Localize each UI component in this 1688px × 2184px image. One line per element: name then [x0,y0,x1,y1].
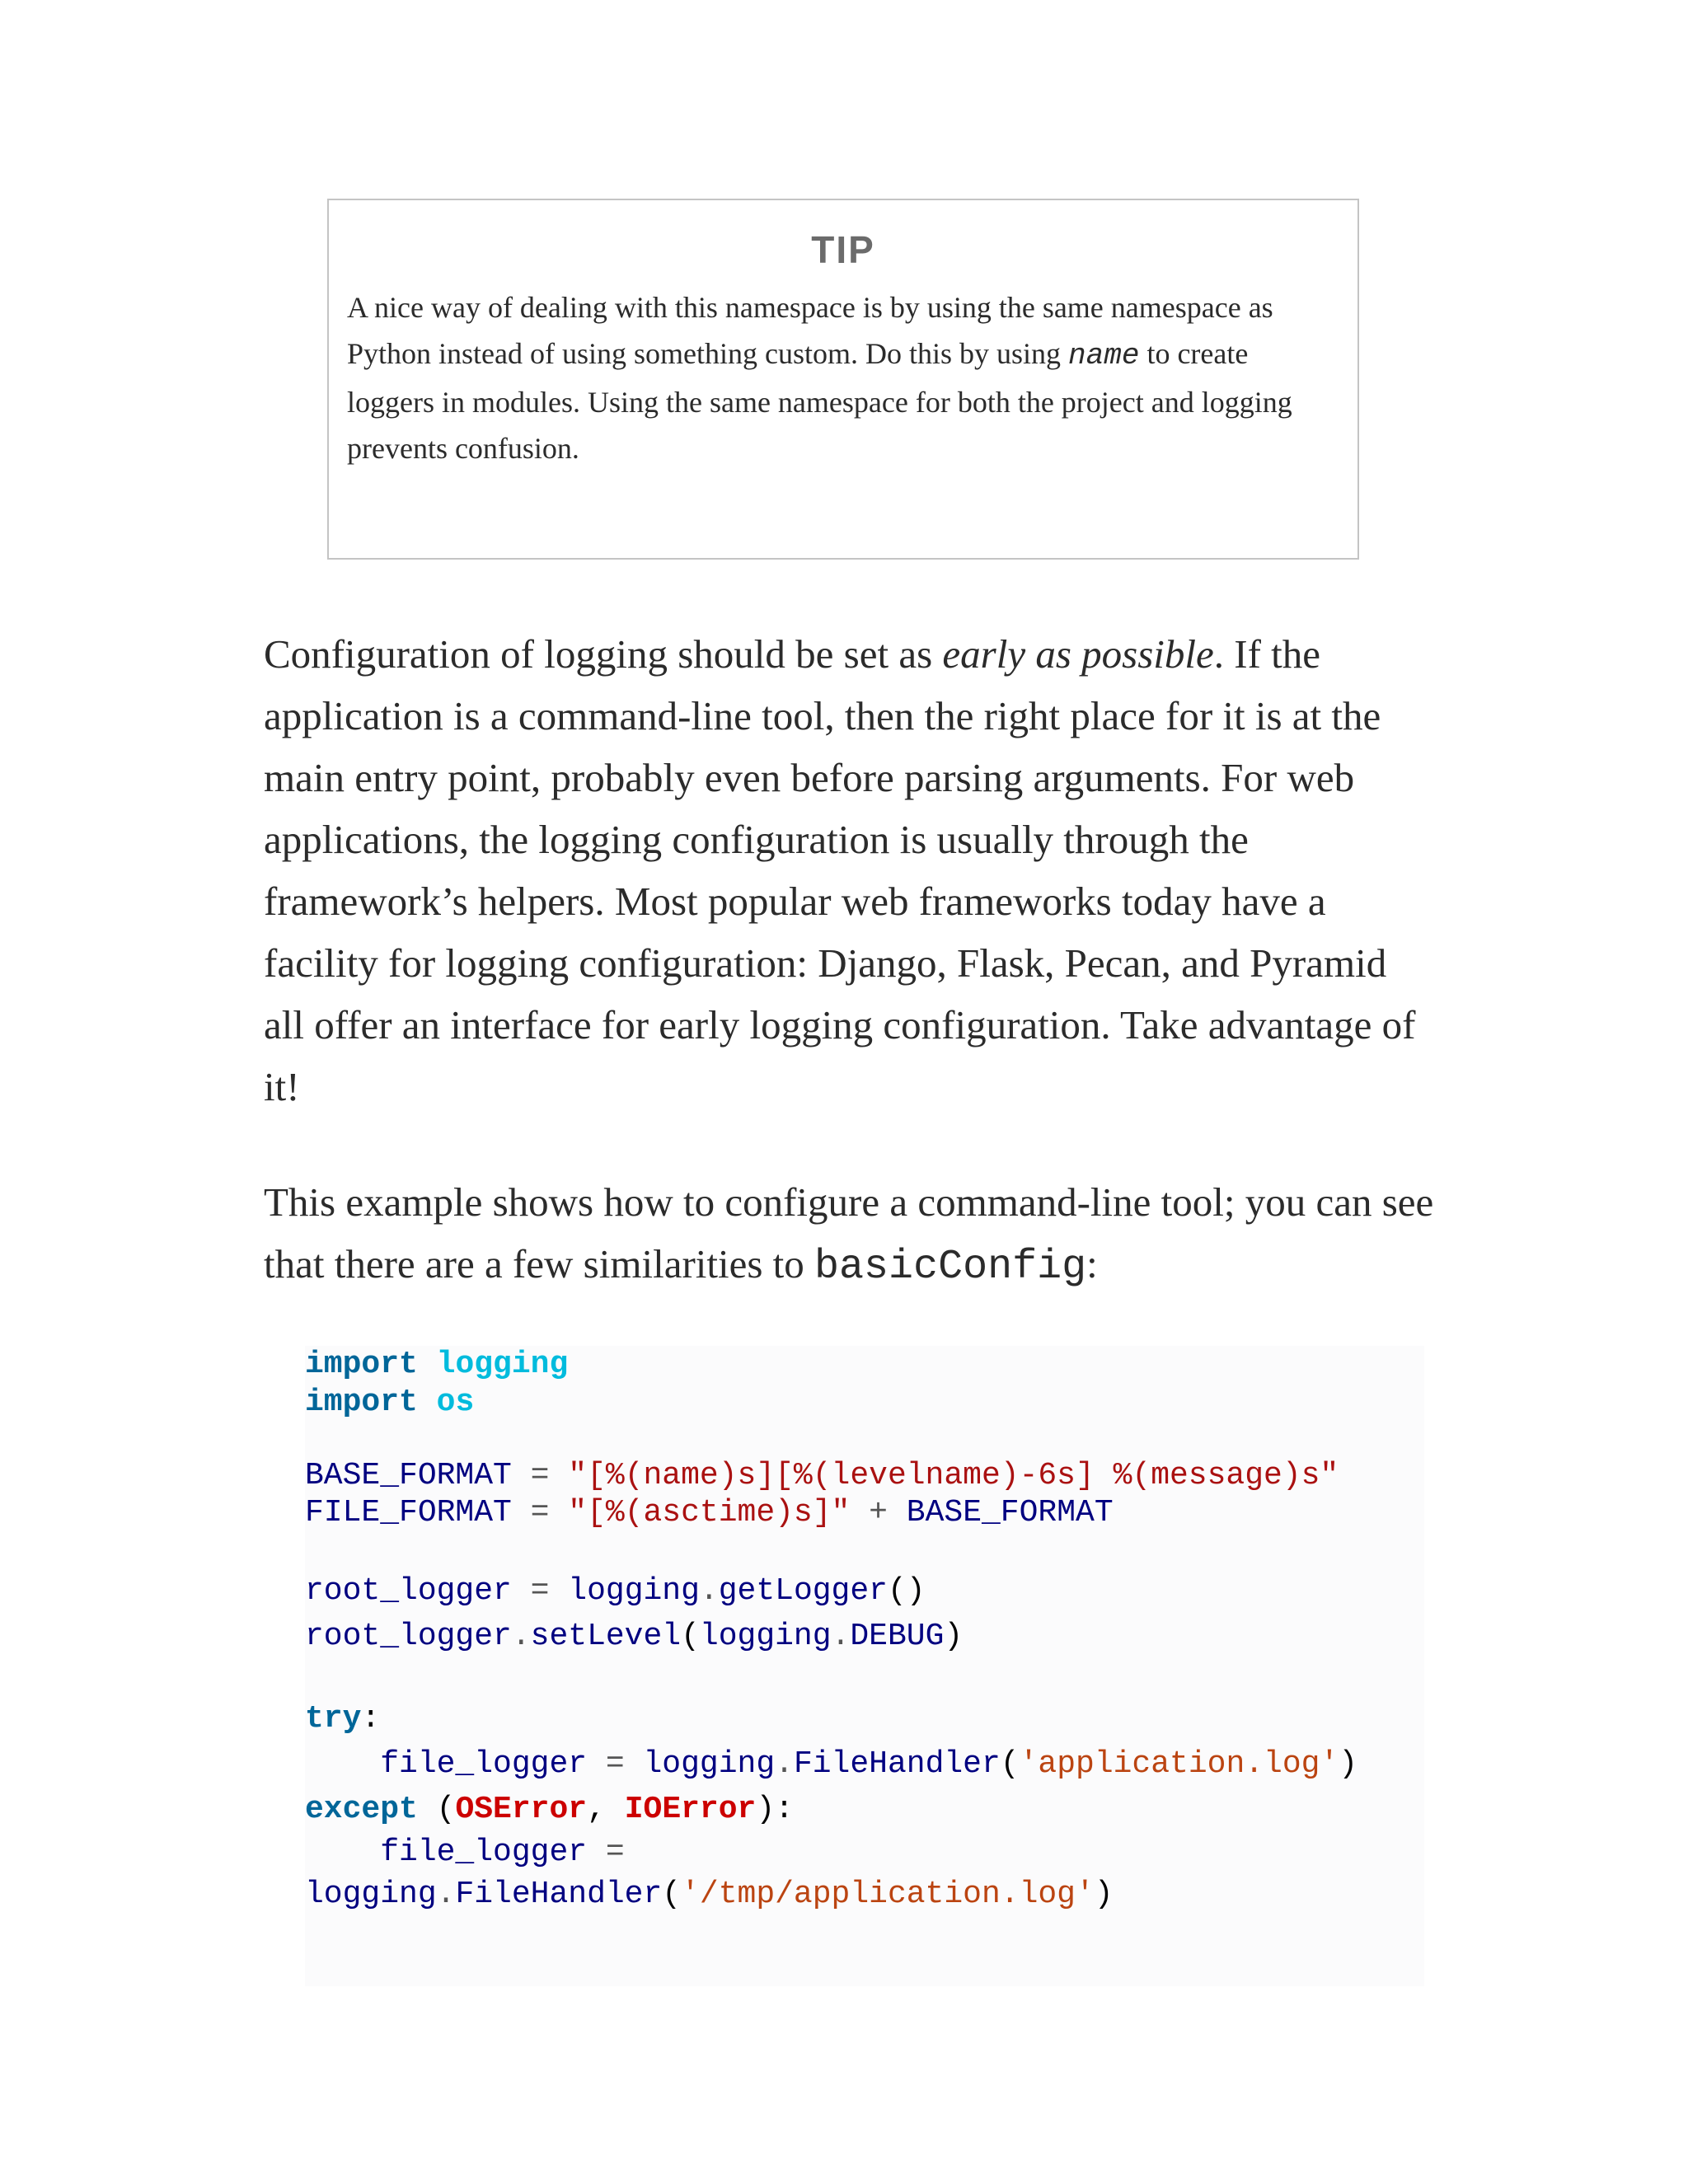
punctuation: ) [1339,1746,1358,1782]
name: FileHandler [455,1877,663,1912]
operator: . [831,1619,851,1654]
code-line-1 [305,1346,568,1384]
operator: + [869,1495,888,1530]
paragraph1-after: . If the application is a command-line tool, then the right place for it is at the main entry point, probably even before parsing arguments. For web applications, the logging configuration is usually through the framework’s helpers. Most popular web frameworks today have a facility for logging configuration: Django, Flask, Pecan, and Pyramid all offer an interface for early logging configuration. Take advantage of it! [264,631,1416,1109]
paragraph1-before: Configuration of logging should be set as [264,631,943,677]
punctuation: ) [756,1792,776,1827]
paragraph2-before: This example shows how to configure a command-line tool; you can see that there are a few similarities to [264,1179,1434,1286]
name: getLogger [718,1573,888,1609]
module-name: logging [436,1347,569,1382]
punctuation: ( [662,1877,682,1912]
tip-inline-code: name [1068,339,1140,373]
punctuation: : [361,1701,381,1736]
name: logging [699,1619,832,1654]
code-line-3 [305,1457,1339,1495]
variable: file_logger [380,1746,588,1782]
code-line-2 [305,1384,474,1422]
operator: = [530,1458,550,1493]
punctuation: : [775,1792,794,1827]
operator: = [605,1746,625,1782]
punctuation: ( [681,1619,700,1654]
operator: = [605,1835,625,1870]
punctuation: () [887,1573,926,1609]
operator: . [511,1619,531,1654]
code-line-4 [305,1494,1114,1532]
operator: . [775,1746,794,1782]
exception-name: OSError [455,1792,588,1827]
paragraph2-after: : [1086,1241,1098,1286]
operator: . [436,1877,456,1912]
string-literal: 'application.log' [1019,1746,1339,1782]
name: logging [643,1746,776,1782]
operator: = [530,1495,550,1530]
code-line-5 [305,1572,926,1610]
name: DEBUG [850,1619,945,1654]
code-line-6 [305,1618,963,1656]
keyword: import [305,1385,418,1420]
code-line-7 [305,1700,380,1738]
variable: FILE_FORMAT [305,1495,512,1530]
operator: = [530,1573,550,1609]
code-block [305,1346,1424,1986]
exception-name: IOError [624,1792,757,1827]
name: logging [568,1573,700,1609]
code-line-10 [305,1834,625,1872]
code-line-9 [305,1791,794,1829]
string-literal: "[%(asctime)s]" [568,1495,851,1530]
operator: . [699,1573,719,1609]
module-name: os [436,1385,475,1420]
variable: BASE_FORMAT [305,1458,512,1493]
code-line-11 [305,1876,1114,1914]
punctuation: , [587,1792,606,1827]
variable: root_logger [305,1619,512,1654]
punctuation: ) [944,1619,964,1654]
tip-text [347,284,1339,471]
keyword: try [305,1701,362,1736]
name: setLevel [530,1619,682,1654]
string-literal: '/tmp/application.log' [681,1877,1095,1912]
punctuation: ( [436,1792,456,1827]
variable: file_logger [380,1835,588,1870]
punctuation: ( [1000,1746,1020,1782]
variable: root_logger [305,1573,512,1609]
paragraph1-emphasis: early as possible [942,631,1214,677]
keyword: except [305,1792,418,1827]
punctuation: ) [1094,1877,1114,1912]
keyword: import [305,1347,418,1382]
tip-box [327,199,1359,560]
tip-title: TIP [811,228,875,271]
paragraph2-inline-code: basicConfig [814,1244,1087,1291]
paragraph-example-intro [264,1171,1434,1298]
name: logging [305,1877,437,1912]
paragraph-configuration [264,623,1434,1118]
string-literal: "[%(name)s][%(levelname)-6s] %(message)s" [568,1458,1339,1493]
tip-text-before: A nice way of dealing with this namespace is by using the same namespace as Python instead of using something custom. Do this by using [347,291,1273,370]
name: FileHandler [793,1746,1001,1782]
variable: BASE_FORMAT [906,1495,1114,1530]
code-line-8 [305,1746,1357,1783]
tip-text-after: to create loggers in modules. Using the same namespace for both the project and logging prevents confusion. [347,337,1292,465]
